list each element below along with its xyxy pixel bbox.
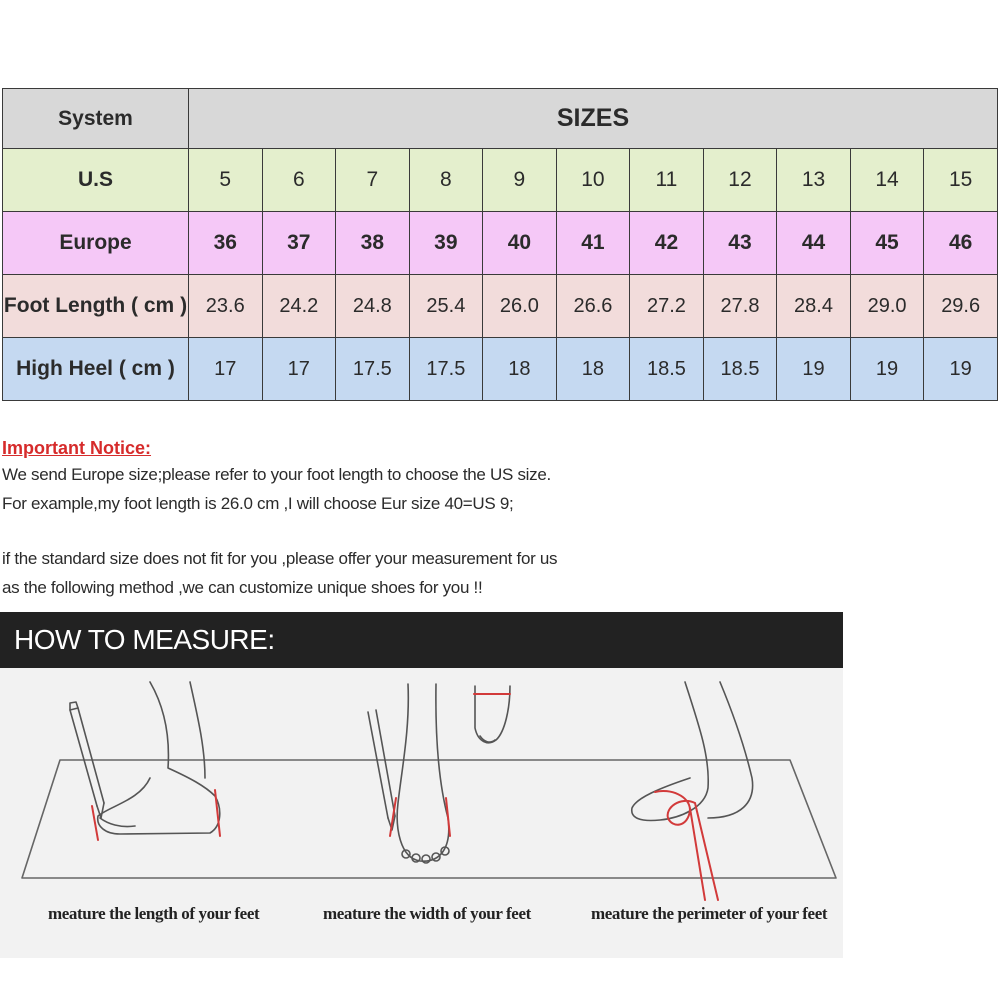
important-notice — [2, 436, 702, 602]
high-heel-cell: 19 — [850, 338, 924, 401]
europe-size-cell: 46 — [924, 212, 998, 275]
notice-line: if the standard size does not fit for you ,please offer your measurement for us — [2, 549, 558, 568]
notice-line: For example,my foot length is 26.0 cm ,I will choose Eur size 40=US 9; — [2, 494, 514, 513]
notice-line: We send Europe size;please refer to your foot length to choose the US size. — [2, 465, 551, 484]
foot-length-cell: 23.6 — [189, 275, 263, 338]
width-caption: meature the width of your feet — [323, 904, 531, 923]
foot-length-cell: 28.4 — [777, 275, 851, 338]
foot-length-cell: 29.6 — [924, 275, 998, 338]
pencil-drawing-2 — [368, 710, 395, 830]
us-size-cell: 10 — [556, 149, 630, 212]
foot-length-cell: 27.2 — [630, 275, 704, 338]
row-label-high-heel: High Heel ( cm ) — [3, 338, 189, 401]
europe-size-cell: 43 — [703, 212, 777, 275]
foot-length-cell: 24.8 — [336, 275, 410, 338]
high-heel-cell: 18.5 — [630, 338, 704, 401]
table-row-high-heel — [3, 338, 998, 401]
us-size-cell: 9 — [483, 149, 557, 212]
high-heel-cell: 19 — [777, 338, 851, 401]
foot-length-cell: 24.2 — [262, 275, 336, 338]
notice-title: Important Notice: — [2, 438, 152, 458]
size-chart-table — [2, 88, 998, 401]
perimeter-foot-drawing — [632, 682, 753, 821]
us-size-cell: 15 — [924, 149, 998, 212]
table-row-europe — [3, 212, 998, 275]
foot-length-cell: 26.0 — [483, 275, 557, 338]
length-caption: meature the length of your feet — [48, 904, 260, 923]
high-heel-cell: 17.5 — [409, 338, 483, 401]
us-size-cell: 5 — [189, 149, 263, 212]
us-size-cell: 7 — [336, 149, 410, 212]
europe-size-cell: 41 — [556, 212, 630, 275]
perimeter-tape — [655, 791, 718, 900]
europe-size-cell: 40 — [483, 212, 557, 275]
perimeter-caption: meature the perimeter of your feet — [591, 904, 828, 923]
europe-size-cell: 39 — [409, 212, 483, 275]
europe-size-cell: 42 — [630, 212, 704, 275]
row-label-us: U.S — [3, 149, 189, 212]
us-size-cell: 8 — [409, 149, 483, 212]
foot-length-cell: 29.0 — [850, 275, 924, 338]
table-row-foot-length — [3, 275, 998, 338]
europe-size-cell: 36 — [189, 212, 263, 275]
length-marker-toe — [92, 806, 98, 840]
high-heel-cell: 18 — [483, 338, 557, 401]
notice-line: as the following method ,we can customize unique shoes for you !! — [2, 578, 483, 597]
high-heel-cell: 17 — [262, 338, 336, 401]
high-heel-cell: 17.5 — [336, 338, 410, 401]
table-row-us — [3, 149, 998, 212]
row-label-europe: Europe — [3, 212, 189, 275]
europe-size-cell: 38 — [336, 212, 410, 275]
front-foot-drawing — [397, 684, 449, 863]
side-foot-drawing — [98, 682, 220, 834]
high-heel-cell: 19 — [924, 338, 998, 401]
foot-length-cell: 25.4 — [409, 275, 483, 338]
high-heel-cell: 17 — [189, 338, 263, 401]
row-label-foot-length: Foot Length ( cm ) — [3, 275, 189, 338]
measurement-markers — [92, 694, 718, 900]
how-to-measure-header: HOW TO MEASURE: — [0, 612, 843, 668]
us-size-cell: 11 — [630, 149, 704, 212]
table-header-row — [3, 89, 998, 149]
us-size-cell: 14 — [850, 149, 924, 212]
sizes-header: SIZES — [189, 89, 998, 149]
high-heel-cell: 18.5 — [703, 338, 777, 401]
us-size-cell: 13 — [777, 149, 851, 212]
high-heel-cell: 18 — [556, 338, 630, 401]
foot-length-cell: 26.6 — [556, 275, 630, 338]
us-size-cell: 6 — [262, 149, 336, 212]
europe-size-cell: 37 — [262, 212, 336, 275]
system-header: System — [3, 89, 189, 149]
foot-length-cell: 27.8 — [703, 275, 777, 338]
europe-size-cell: 44 — [777, 212, 851, 275]
europe-size-cell: 45 — [850, 212, 924, 275]
us-size-cell: 12 — [703, 149, 777, 212]
